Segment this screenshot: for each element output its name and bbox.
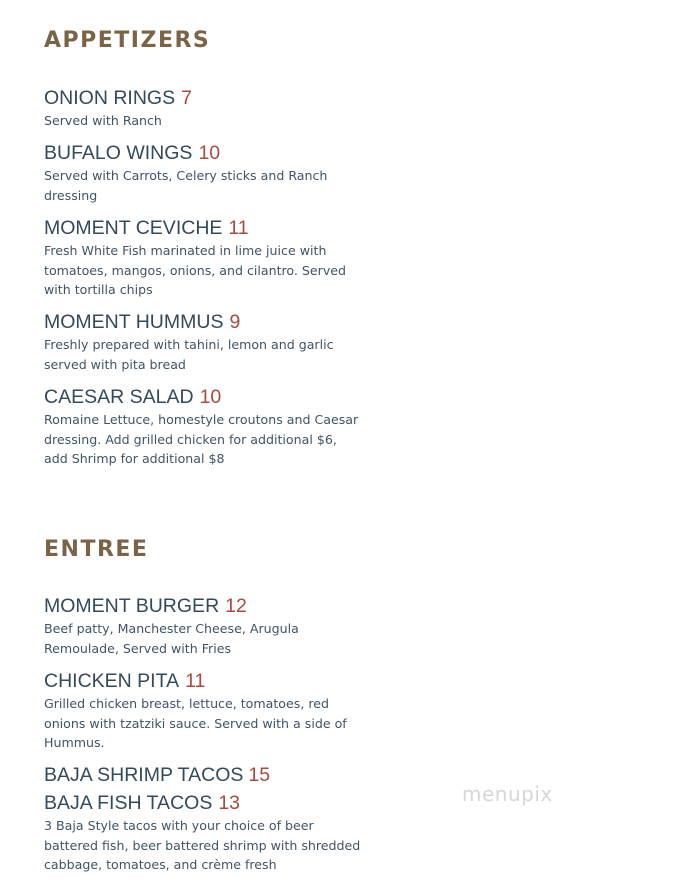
item-price: 15 xyxy=(248,764,271,786)
item-description: Romaine Lettuce, homestyle croutons and Caesar dressing. Add grilled chicken for additional $6, add Shrimp for additional $8 xyxy=(44,412,359,467)
menupix-watermark: menupix xyxy=(462,782,553,806)
item-description: 3 Baja Style tacos with your choice of beer battered fish, beer battered shrimp with shredded cabbage, tomatoes, and crème fresh xyxy=(44,818,361,873)
menu-item-moment-ceviche xyxy=(44,216,364,300)
item-name: BAJA SHRIMP TACOS xyxy=(44,764,244,786)
menu-item-caesar-salad xyxy=(44,385,364,469)
item-name: ONION RINGS xyxy=(44,87,176,109)
item-name: CAESAR SALAD xyxy=(44,386,194,408)
menu-item-chicken-pita xyxy=(44,669,364,753)
menu-item-bufalo-wings xyxy=(44,141,364,205)
item-name: MOMENT CEVICHE xyxy=(44,217,223,239)
item-description: Freshly prepared with tahini, lemon and garlic served with pita bread xyxy=(44,337,334,372)
item-description: Beef patty, Manchester Cheese, Arugula Remoulade, Served with Fries xyxy=(44,621,299,656)
menu-item-baja-fish-tacos xyxy=(44,791,364,875)
item-price: 10 xyxy=(199,386,222,408)
menu-item-onion-rings xyxy=(44,86,364,131)
item-name: BAJA FISH TACOS xyxy=(44,792,213,814)
section-title-entree: ENTREE xyxy=(44,537,149,562)
item-price: 7 xyxy=(181,87,192,109)
item-price: 11 xyxy=(185,670,206,692)
menu-item-moment-burger xyxy=(44,594,364,658)
item-price: 9 xyxy=(229,311,241,333)
item-price: 11 xyxy=(228,217,249,239)
item-price: 13 xyxy=(218,792,241,814)
item-description: Served with Ranch xyxy=(44,113,162,128)
item-price: 12 xyxy=(225,595,247,617)
item-name: MOMENT HUMMUS xyxy=(44,311,224,333)
menu-item-baja-shrimp-tacos xyxy=(44,763,364,787)
item-description: Grilled chicken breast, lettuce, tomatoes, red onions with tzatziki sauce. Served with a side of Hummus. xyxy=(44,696,347,751)
item-price: 10 xyxy=(198,142,221,164)
section-title-appetizers: APPETIZERS xyxy=(44,28,211,53)
item-name: CHICKEN PITA xyxy=(44,670,180,692)
item-name: BUFALO WINGS xyxy=(44,142,193,164)
item-description: Fresh White Fish marinated in lime juice with tomatoes, mangos, onions, and cilantro. Served with tortilla chips xyxy=(44,243,347,298)
menu-item-moment-hummus xyxy=(44,310,364,374)
item-name: MOMENT BURGER xyxy=(44,595,220,617)
item-description: Served with Carrots, Celery sticks and Ranch dressing xyxy=(44,168,328,203)
